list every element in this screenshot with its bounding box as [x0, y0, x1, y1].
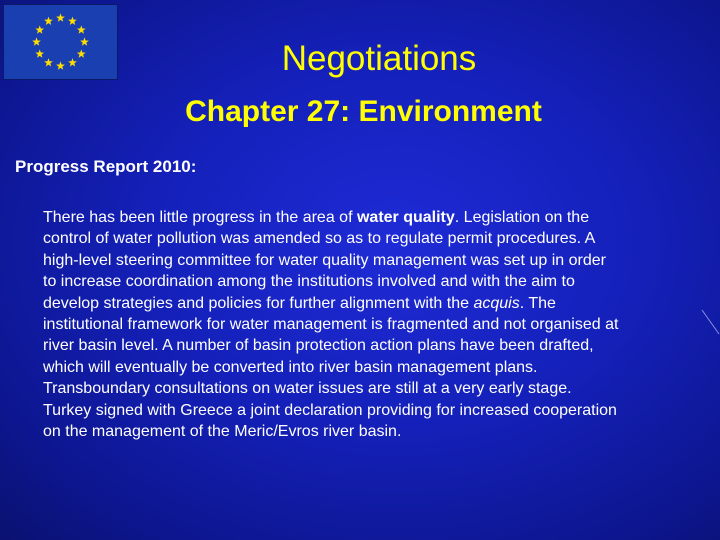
report-line: which will eventually be converted into river basin management plans. [43, 358, 538, 376]
emphasis-acquis: acquis [473, 294, 520, 312]
flag-star-icon [35, 25, 44, 33]
report-line: control of water pollution was amended so as to regulate permit procedures. A [43, 230, 596, 248]
report-line: There has been little progress in the area of water quality. Legislation on the [43, 209, 590, 226]
emphasis-water-quality: water quality [356, 209, 455, 226]
report-line: Transboundary consultations on water issues are still at a very early stage. [43, 380, 572, 398]
report-line: Turkey signed with Greece a joint declaration providing for increased cooperation [43, 401, 617, 419]
flag-star-icon [68, 17, 77, 25]
slide-title: Negotiations [281, 39, 477, 78]
decorative-line [700, 308, 720, 338]
report-line: to increase coordination among the institutions involved and with the aim to [43, 273, 575, 291]
report-heading: Progress Report 2010: [15, 157, 197, 176]
flag-star-icon [77, 25, 86, 33]
report-line: river basin level. A number of basin protection action plans have been drafted, [43, 337, 594, 355]
slide-subtitle: Chapter 27: Environment [185, 95, 542, 128]
report-body [43, 207, 698, 442]
flag-star-icon [44, 17, 53, 25]
flag-star-icon [56, 13, 65, 21]
report-line: high-level steering committee for water quality management was set up in order [43, 251, 606, 269]
report-line: develop strategies and policies for further alignment with the acquis. The [43, 294, 556, 312]
report-line: institutional framework for water management is fragmented and not organised at [43, 316, 619, 334]
report-line: on the management of the Meric/Evros river basin. [43, 423, 402, 441]
